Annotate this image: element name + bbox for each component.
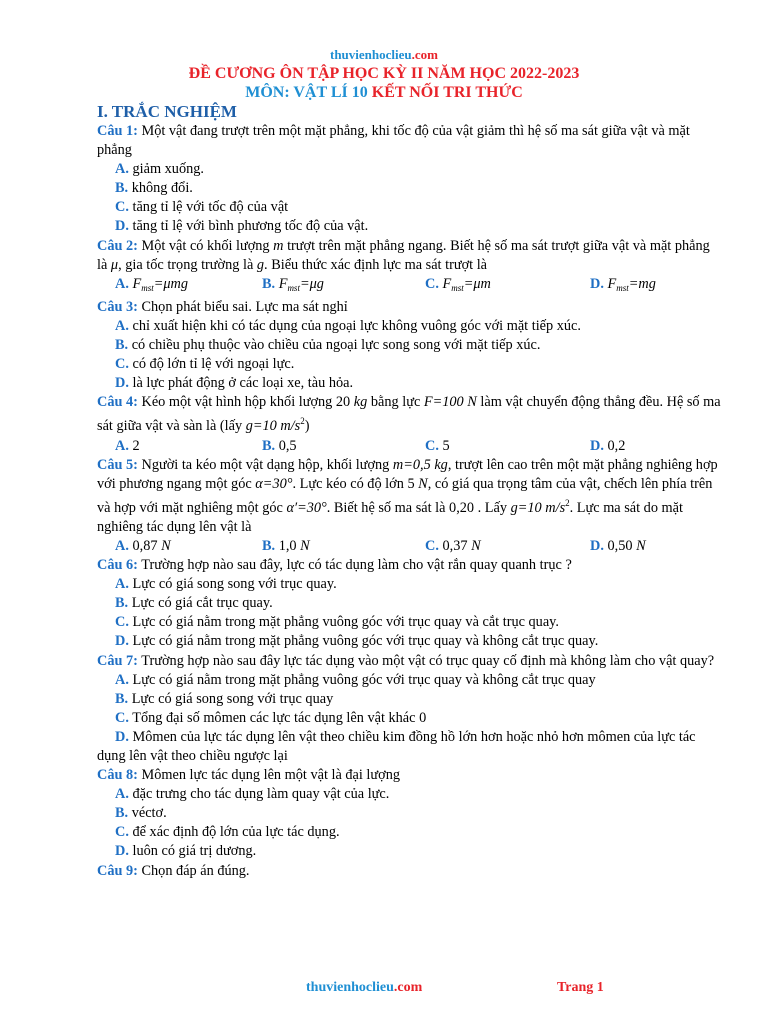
option-a xyxy=(97,671,722,690)
option-label: C. xyxy=(115,614,129,631)
option-label: B. xyxy=(115,180,129,197)
option-text: 0,37 xyxy=(442,537,468,554)
option-b xyxy=(262,437,425,456)
option-label: B. xyxy=(115,690,129,707)
option-text: có độ lớn tỉ lệ với ngoại lực. xyxy=(132,356,295,373)
option-label: C. xyxy=(115,356,129,373)
math-unit: N xyxy=(471,537,481,554)
question-label: Câu 8: xyxy=(97,767,138,784)
math-expression: α′=30° xyxy=(286,499,327,516)
question-label: Câu 1: xyxy=(97,123,138,139)
math-value: 5 xyxy=(407,475,415,492)
subject-label: MÔN: VẬT LÍ 10 xyxy=(245,84,368,101)
math-subscript: mst xyxy=(616,282,629,293)
option-c xyxy=(97,709,722,728)
option-text: Tổng đại số mômen các lực tác dụng lên vật khác 0 xyxy=(132,709,427,726)
option-c xyxy=(425,537,590,556)
document-title: ĐỀ CƯƠNG ÔN TẬP HỌC KỲ II NĂM HỌC 2022-2023 xyxy=(188,65,580,82)
option-a xyxy=(97,160,722,179)
math-unit: kg xyxy=(434,456,448,473)
question-text: Kéo một vật hình hộp khối lượng 20 xyxy=(141,394,351,411)
option-d xyxy=(590,275,720,298)
option-text: véctơ. xyxy=(131,805,167,822)
option-b xyxy=(97,336,722,355)
option-label: D. xyxy=(590,437,604,454)
option-label: C. xyxy=(115,709,129,726)
option-label: B. xyxy=(115,337,129,354)
option-text: =mg xyxy=(628,275,656,292)
option-a xyxy=(97,537,262,556)
question-text: làm vật chuyển động thẳng đều. Hệ số ma sát giữa vật và sàn là (lấy xyxy=(97,394,721,435)
math-symbol: m xyxy=(273,237,284,254)
option-label: A. xyxy=(115,275,129,292)
question-text: Chọn phát biểu sai. Lực ma sát nghỉ xyxy=(141,298,348,315)
question-5 xyxy=(97,456,722,537)
site-domain: .com xyxy=(393,980,423,995)
question-label: Câu 4: xyxy=(97,394,138,411)
math-symbol: μ xyxy=(110,256,119,273)
site-header xyxy=(0,47,768,63)
math-expression: F=100 xyxy=(423,394,464,411)
option-text: đặc trưng cho tác dụng làm quay vật của lực. xyxy=(132,786,390,803)
option-text: =μg xyxy=(299,275,324,292)
math-expression: g=10 xyxy=(510,499,542,516)
question-text: , có giá qua trọng tâm của vật, chếch lên phía trên và hợp với mặt nghiêng một góc xyxy=(97,475,713,516)
option-label: A. xyxy=(115,671,129,688)
option-text: Lực có giá song song với trục quay. xyxy=(132,576,337,593)
option-label: B. xyxy=(115,595,129,612)
option-b xyxy=(97,179,722,198)
option-label: D. xyxy=(115,728,129,745)
math-subscript: mst xyxy=(287,282,300,293)
question-list xyxy=(97,122,722,881)
math-subscript: mst xyxy=(451,282,464,293)
question-text: Mômen lực tác dụng lên một vật là đại lượng xyxy=(141,767,401,784)
math-symbol: g xyxy=(256,256,265,273)
option-label: C. xyxy=(425,275,439,292)
option-label: A. xyxy=(115,317,129,334)
option-label: B. xyxy=(262,537,276,554)
math-expression: α=30° xyxy=(255,475,293,492)
option-text: 0,87 xyxy=(132,537,158,554)
option-label: C. xyxy=(425,537,439,554)
question-text: . Biểu thức xác định lực ma sát trượt là xyxy=(264,256,488,273)
question-text: bằng lực xyxy=(370,394,421,411)
option-label: C. xyxy=(115,199,129,216)
question-label: Câu 7: xyxy=(97,652,138,669)
math-unit: N xyxy=(467,394,477,411)
option-label: D. xyxy=(115,375,129,392)
section-title: I. TRẮC NGHIỆM xyxy=(97,102,237,121)
option-text: =μmg xyxy=(153,275,189,292)
option-c xyxy=(425,437,590,456)
question-text: . Biết hệ số ma sát là 0,20 . Lấy xyxy=(326,499,508,516)
math-unit: N xyxy=(300,537,310,554)
question-text: . Lực kéo có độ lớn xyxy=(292,475,404,492)
question-label: Câu 5: xyxy=(97,456,138,473)
option-b xyxy=(262,275,425,298)
option-a xyxy=(97,275,262,298)
option-b xyxy=(97,594,722,613)
question-text: . Lực ma sát do mặt nghiêng tác dụng lên vật là xyxy=(97,499,683,535)
option-label: A. xyxy=(115,786,129,803)
option-text: tăng tỉ lệ với tốc độ của vật xyxy=(132,199,289,216)
question-text: , gia tốc trọng trường là xyxy=(118,256,254,273)
option-label: C. xyxy=(425,437,439,454)
option-text: 1,0 xyxy=(278,537,297,554)
math-symbol: F xyxy=(132,275,142,292)
option-b xyxy=(97,690,722,709)
page-number: Trang 1 xyxy=(557,980,604,995)
question-text: Trường hợp nào sau đây lực tác dụng vào một vật có trục quay cố định mà không làm cho vật quay? xyxy=(141,652,715,669)
math-symbol: F xyxy=(607,275,617,292)
footer-site xyxy=(306,980,422,996)
option-a xyxy=(97,317,722,336)
math-superscript: 2 xyxy=(565,497,570,508)
option-text: Lực có giá cắt trục quay. xyxy=(131,595,273,612)
option-text: không đổi. xyxy=(131,180,193,197)
question-9 xyxy=(97,862,722,881)
option-text: là lực phát động ở các loại xe, tàu hỏa. xyxy=(132,375,354,392)
option-text: 0,2 xyxy=(607,437,626,454)
options-row xyxy=(97,537,722,556)
option-d xyxy=(97,728,722,766)
question-text: Một vật đang trượt trên một mặt phẳng, khi tốc độ của vật giảm thì hệ số ma sát giữa vật và mặt phẳng xyxy=(97,123,690,159)
option-text: Lực có giá song song với trục quay xyxy=(131,690,334,707)
options-row xyxy=(97,275,722,298)
question-7 xyxy=(97,652,722,671)
option-label: B. xyxy=(262,437,276,454)
question-text: Một vật có khối lượng xyxy=(141,237,270,254)
option-c xyxy=(97,198,722,217)
option-text: 0,50 xyxy=(607,537,633,554)
option-b xyxy=(262,537,425,556)
question-2 xyxy=(97,237,722,275)
question-text: ) xyxy=(304,418,310,435)
question-text: Chọn đáp án đúng. xyxy=(141,862,250,879)
question-label: Câu 6: xyxy=(97,557,138,574)
document-subtitle xyxy=(0,84,768,102)
option-d xyxy=(97,217,722,236)
math-expression: m=0,5 xyxy=(392,456,431,473)
question-3 xyxy=(97,298,722,317)
option-d xyxy=(590,537,720,556)
option-label: D. xyxy=(590,275,604,292)
option-c xyxy=(97,823,722,842)
option-d xyxy=(97,842,722,861)
option-text: để xác định độ lớn của lực tác dụng. xyxy=(132,824,340,841)
options-row xyxy=(97,437,722,456)
math-unit: N xyxy=(636,537,646,554)
option-text: luôn có giá trị dương. xyxy=(132,843,257,860)
option-label: D. xyxy=(590,537,604,554)
question-text: , trượt lên cao trên một mặt phẳng nghiêng hợp với phương ngang một góc xyxy=(97,456,718,492)
math-symbol: F xyxy=(442,275,452,292)
option-d xyxy=(97,632,722,651)
option-text: tăng tỉ lệ với bình phương tốc độ của vật. xyxy=(132,218,369,235)
site-domain: .com xyxy=(411,47,438,62)
option-text: Lực có giá nằm trong mặt phẳng vuông góc với trục quay và không cắt trục quay. xyxy=(132,633,599,650)
site-name: thuvienhoclieu xyxy=(306,980,394,995)
math-unit: N xyxy=(418,475,428,492)
option-label: D. xyxy=(115,633,129,650)
option-label: C. xyxy=(115,824,129,841)
option-text: Lực có giá nằm trong mặt phẳng vuông góc với trục quay và không cắt trục quay xyxy=(132,671,596,688)
option-text: 0,5 xyxy=(278,437,297,454)
math-subscript: mst xyxy=(141,282,154,293)
question-label: Câu 3: xyxy=(97,298,138,315)
math-symbol: F xyxy=(278,275,288,292)
option-label: A. xyxy=(115,437,129,454)
math-superscript: 2 xyxy=(300,416,305,427)
option-label: A. xyxy=(115,161,129,178)
math-expression: g=10 xyxy=(245,418,277,435)
option-text: 5 xyxy=(442,437,450,454)
option-a xyxy=(97,437,262,456)
question-text: trượt trên mặt phẳng ngang. Biết hệ số ma sát trượt giữa vật và mặt phẳng là xyxy=(97,237,710,273)
math-unit: N xyxy=(161,537,171,554)
question-label: Câu 2: xyxy=(97,237,138,254)
option-text: có chiều phụ thuộc vào chiều của ngoại lực song song với mặt tiếp xúc. xyxy=(131,337,541,354)
math-unit: m/s xyxy=(545,499,566,516)
option-text: giảm xuống. xyxy=(132,161,204,178)
textbook-series: KẾT NỐI TRI THỨC xyxy=(371,84,523,101)
question-label: Câu 9: xyxy=(97,862,138,879)
option-c xyxy=(97,613,722,632)
question-4 xyxy=(97,393,722,436)
option-label: D. xyxy=(115,218,129,235)
option-a xyxy=(97,785,722,804)
option-label: D. xyxy=(115,843,129,860)
site-name: thuvienhoclieu xyxy=(330,47,412,62)
question-6 xyxy=(97,556,722,575)
option-text: 2 xyxy=(132,437,140,454)
question-text: Trường hợp nào sau đây, lực có tác dụng làm cho vật rắn quay quanh trục ? xyxy=(141,557,572,574)
option-c xyxy=(97,355,722,374)
option-label: A. xyxy=(115,537,129,554)
option-label: B. xyxy=(115,805,129,822)
option-a xyxy=(97,575,722,594)
option-c xyxy=(425,275,590,298)
math-unit: m/s xyxy=(280,418,301,435)
option-d xyxy=(590,437,720,456)
option-text: Mômen của lực tác dụng lên vật theo chiều kim đồng hồ lớn hơn hoặc nhỏ hơn mômen của lực tác dụng lên vật theo chiều ngược lại xyxy=(97,728,696,764)
option-b xyxy=(97,804,722,823)
option-text: Lực có giá nằm trong mặt phẳng vuông góc với trục quay và cắt trục quay. xyxy=(132,614,559,631)
question-1 xyxy=(97,122,722,160)
math-unit: kg xyxy=(353,394,368,411)
question-8 xyxy=(97,766,722,785)
option-text: =μm xyxy=(463,275,491,292)
option-label: A. xyxy=(115,576,129,593)
option-label: B. xyxy=(262,275,276,292)
option-d xyxy=(97,374,722,393)
question-text: Người ta kéo một vật dạng hộp, khối lượng xyxy=(141,456,390,473)
option-text: chỉ xuất hiện khi có tác dụng của ngoại lực không vuông góc với mặt tiếp xúc. xyxy=(132,317,581,334)
